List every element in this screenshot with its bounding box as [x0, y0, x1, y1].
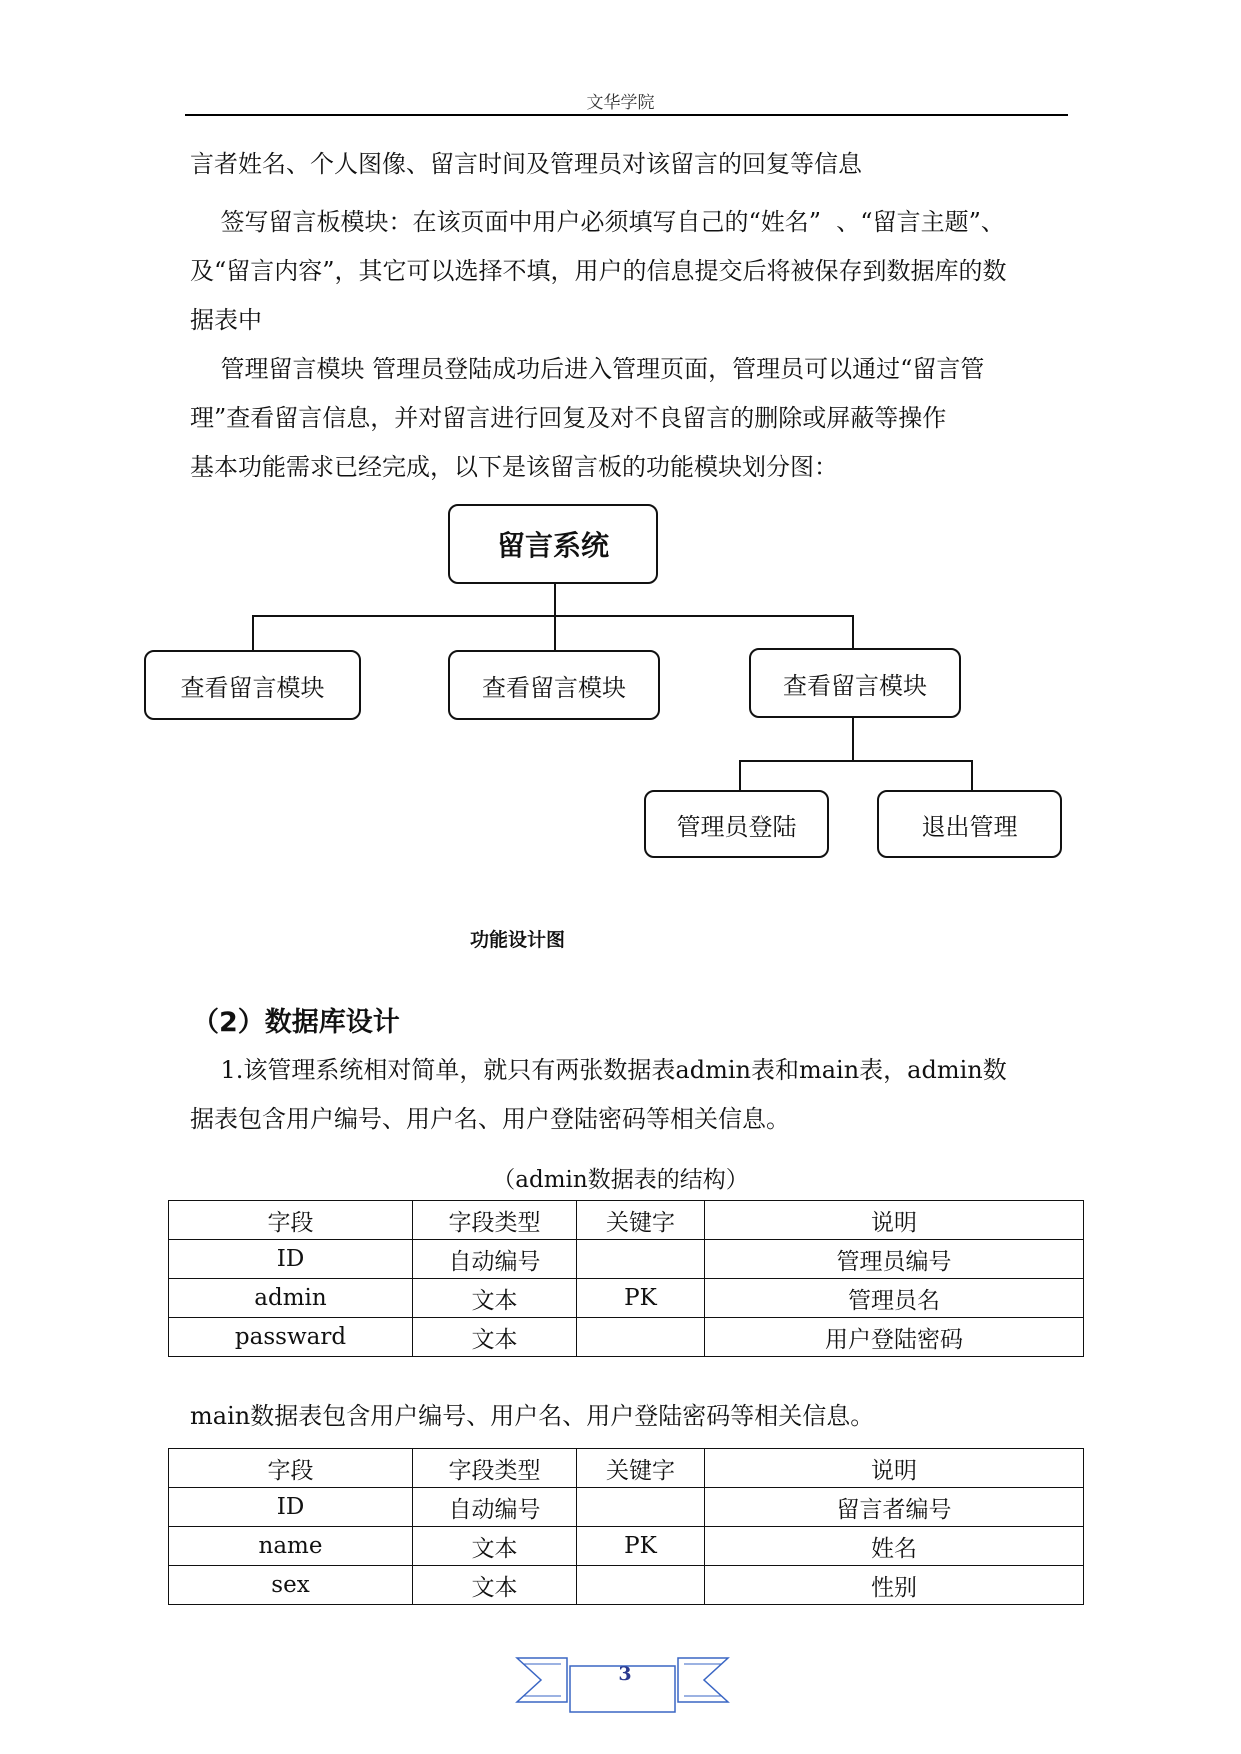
diagram-child-node: 查看留言模块 [448, 650, 660, 720]
page-number: 3 [618, 1663, 632, 1685]
table-cell [577, 1318, 705, 1357]
paragraph-line: 据表中 [190, 306, 262, 334]
table-cell: sex [169, 1566, 413, 1605]
connector-line [252, 615, 254, 650]
connector-line [852, 718, 854, 760]
diagram-child-node: 查看留言模块 [144, 650, 361, 720]
paragraph-line: 基本功能需求已经完成，以下是该留言板的功能模块划分图： [190, 453, 838, 481]
table-cell: 管理员名 [705, 1279, 1084, 1318]
connector-line [739, 760, 741, 790]
connector-line [252, 615, 854, 617]
connector-line [554, 584, 556, 616]
table-row [169, 1527, 1084, 1566]
paragraph-line: 签写留言板模块：在该页面中用户必须填写自己的“姓名” 、“留言主题”、 [190, 208, 1005, 236]
paragraph-line: 管理留言模块 管理员登陆成功后进入管理页面，管理员可以通过“留言管 [190, 355, 985, 383]
paragraph-line: 理”查看留言信息，并对留言进行回复及对不良留言的删除或屏蔽等操作 [190, 404, 947, 432]
column-header: 字段类型 [413, 1201, 577, 1240]
table-cell: 姓名 [705, 1527, 1084, 1566]
table-cell: 留言者编号 [705, 1488, 1084, 1527]
table-row [169, 1318, 1084, 1357]
diagram-root-node: 留言系统 [448, 504, 658, 584]
table-cell: name [169, 1527, 413, 1566]
table-header-row [169, 1449, 1084, 1488]
table-cell: PK [577, 1279, 705, 1318]
paragraph-line: main数据表包含用户编号、用户名、用户登陆密码等相关信息。 [190, 1402, 875, 1430]
connector-line [971, 760, 973, 790]
table-cell [577, 1240, 705, 1279]
table-cell: ID [169, 1240, 413, 1279]
table-row [169, 1279, 1084, 1318]
table-cell: 自动编号 [413, 1488, 577, 1527]
table-cell: 文本 [413, 1566, 577, 1605]
paragraph-line: 据表包含用户编号、用户名、用户登陆密码等相关信息。 [190, 1105, 790, 1133]
table-cell: 性别 [705, 1566, 1084, 1605]
table-cell: 管理员编号 [705, 1240, 1084, 1279]
table-row [169, 1240, 1084, 1279]
paragraph-line: 1.该管理系统相对简单，就只有两张数据表admin表和main表，admin数 [190, 1056, 1007, 1084]
header-title: 文华学院 [586, 93, 655, 113]
column-header: 字段 [169, 1201, 413, 1240]
table-header-row [169, 1201, 1084, 1240]
table-cell: PK [577, 1527, 705, 1566]
column-header: 说明 [705, 1449, 1084, 1488]
table-row [169, 1488, 1084, 1527]
connector-line [852, 615, 854, 650]
section-heading: （2）数据库设计 [192, 1007, 400, 1038]
admin-table [168, 1200, 1084, 1357]
column-header: 说明 [705, 1201, 1084, 1240]
column-header: 关键字 [577, 1201, 705, 1240]
paragraph-line: 及“留言内容”，其它可以选择不填，用户的信息提交后将被保存到数据库的数 [190, 257, 1007, 285]
table-cell: 用户登陆密码 [705, 1318, 1084, 1357]
table-cell: 自动编号 [413, 1240, 577, 1279]
table-cell: passward [169, 1318, 413, 1357]
main-table [168, 1448, 1084, 1605]
column-header: 字段类型 [413, 1449, 577, 1488]
table-cell: admin [169, 1279, 413, 1318]
connector-line [554, 615, 556, 650]
column-header: 关键字 [577, 1449, 705, 1488]
header-rule [185, 114, 1068, 116]
table-cell [577, 1566, 705, 1605]
table-caption: （admin数据表的结构） [492, 1167, 749, 1193]
table-row [169, 1566, 1084, 1605]
connector-line [739, 760, 973, 762]
diagram-child-node: 查看留言模块 [749, 648, 961, 718]
table-cell: 文本 [413, 1279, 577, 1318]
column-header: 字段 [169, 1449, 413, 1488]
diagram-caption: 功能设计图 [470, 929, 566, 951]
table-cell: 文本 [413, 1318, 577, 1357]
table-cell: ID [169, 1488, 413, 1527]
paragraph-line: 言者姓名、个人图像、留言时间及管理员对该留言的回复等信息 [190, 150, 862, 178]
table-cell: 文本 [413, 1527, 577, 1566]
diagram-grandchild-node: 退出管理 [877, 790, 1062, 858]
diagram-grandchild-node: 管理员登陆 [644, 790, 829, 858]
table-cell [577, 1488, 705, 1527]
